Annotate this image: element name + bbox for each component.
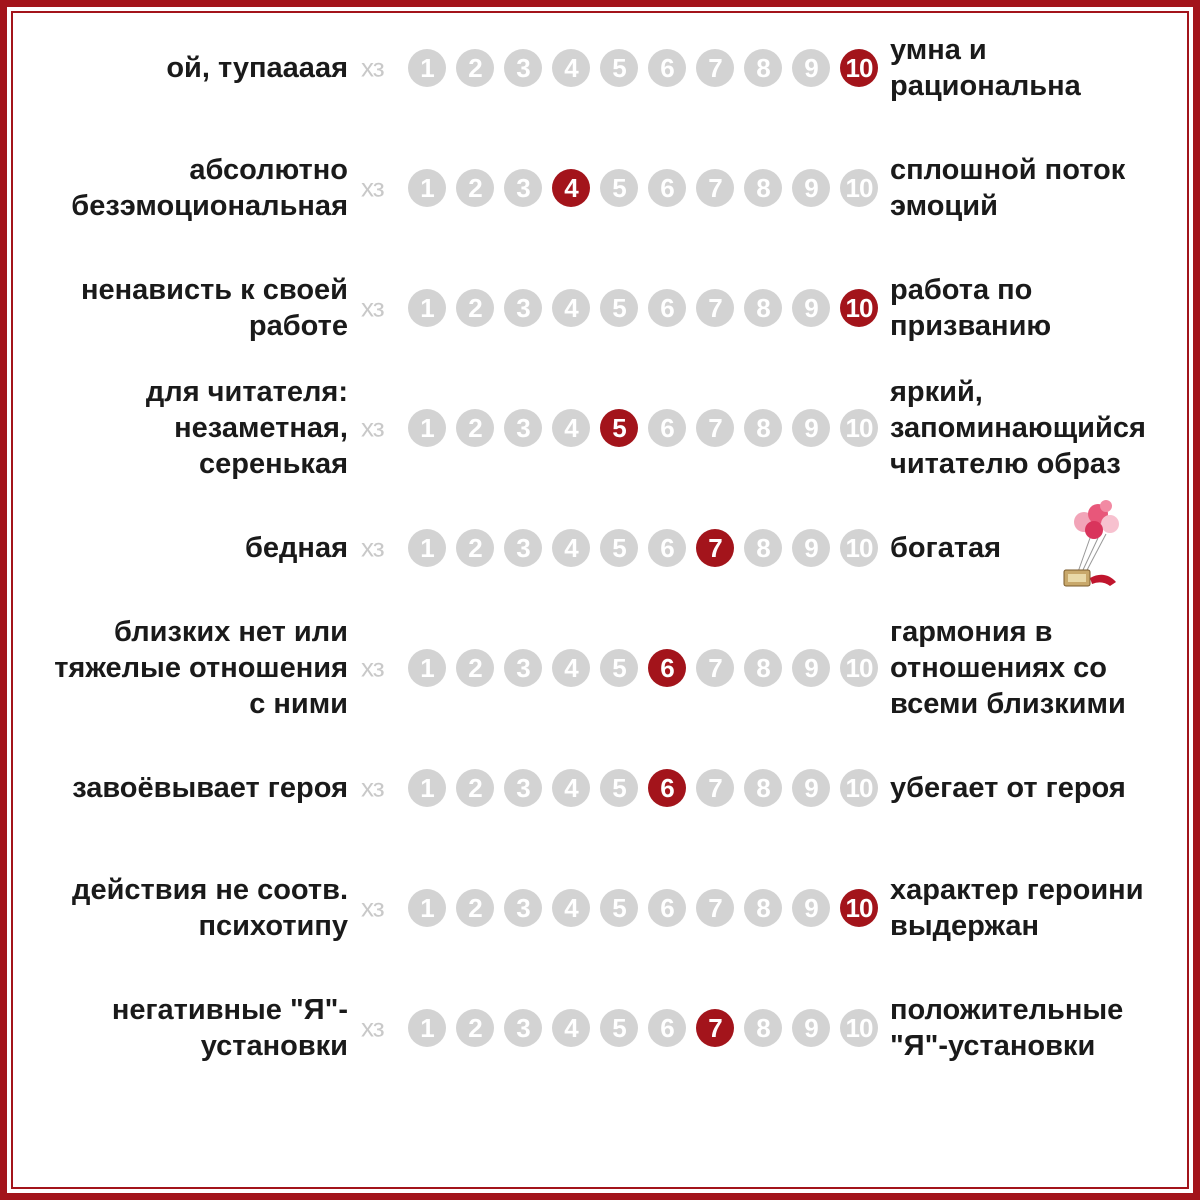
rating-option-8[interactable]: 8 [744,169,782,207]
rating-option-7[interactable]: 7 [696,49,734,87]
rating-option-4[interactable]: 4 [552,889,590,927]
rating-option-1[interactable]: 1 [408,529,446,567]
rating-option-7[interactable]: 7 [696,529,734,567]
rating-option-2[interactable]: 2 [456,769,494,807]
left-label: ой, тупаааая [166,52,348,84]
left-label: близких нет или тяжелые отношения с ними [54,616,348,720]
unknown-option[interactable]: хз [361,172,384,203]
rating-option-8[interactable]: 8 [744,529,782,567]
rating-option-5[interactable]: 5 [600,889,638,927]
rating-option-6[interactable]: 6 [648,529,686,567]
right-label: работа по призванию [890,274,1052,342]
rating-option-6[interactable]: 6 [648,769,686,807]
rating-option-10[interactable]: 10 [840,529,878,567]
rating-option-7[interactable]: 7 [696,169,734,207]
right-label: богатая [890,532,1002,564]
rating-option-4[interactable]: 4 [552,649,590,687]
rating-option-5[interactable]: 5 [600,169,638,207]
rating-option-10[interactable]: 10 [840,889,878,927]
right-label: сплошной поток эмоций [890,154,1126,222]
right-label: гармония в отношениях со всеми близкими [890,616,1126,720]
rating-option-5[interactable]: 5 [600,1009,638,1047]
rating-option-5[interactable]: 5 [600,529,638,567]
rating-option-1[interactable]: 1 [408,649,446,687]
rating-option-10[interactable]: 10 [840,1009,878,1047]
rating-option-6[interactable]: 6 [648,49,686,87]
rating-option-9[interactable]: 9 [792,529,830,567]
rating-option-6[interactable]: 6 [648,289,686,327]
unknown-option[interactable]: хз [361,412,384,443]
rating-option-4[interactable]: 4 [552,529,590,567]
rating-option-9[interactable]: 9 [792,889,830,927]
rating-option-3[interactable]: 3 [504,409,542,447]
rating-option-8[interactable]: 8 [744,889,782,927]
rating-option-10[interactable]: 10 [840,289,878,327]
unknown-option[interactable]: хз [361,52,384,83]
rating-option-3[interactable]: 3 [504,1009,542,1047]
rating-option-1[interactable]: 1 [408,1009,446,1047]
rating-option-1[interactable]: 1 [408,769,446,807]
rating-option-1[interactable]: 1 [408,289,446,327]
rating-option-9[interactable]: 9 [792,1009,830,1047]
unknown-option[interactable]: хз [361,892,384,923]
rating-option-6[interactable]: 6 [648,169,686,207]
right-label: убегает от героя [890,772,1126,804]
rating-option-7[interactable]: 7 [696,409,734,447]
rating-option-10[interactable]: 10 [840,409,878,447]
left-label: негативные "Я"- установки [111,994,348,1062]
rating-option-7[interactable]: 7 [696,289,734,327]
rating-option-6[interactable]: 6 [648,409,686,447]
rating-option-3[interactable]: 3 [504,289,542,327]
unknown-option[interactable]: хз [361,532,384,563]
rating-option-9[interactable]: 9 [792,49,830,87]
balloons-money-icon [1050,500,1130,600]
rating-option-2[interactable]: 2 [456,49,494,87]
rating-option-2[interactable]: 2 [456,289,494,327]
rating-option-8[interactable]: 8 [744,409,782,447]
unknown-option[interactable]: хз [361,1012,384,1043]
left-label: ненависть к своей работе [81,274,348,342]
rating-option-7[interactable]: 7 [696,769,734,807]
rating-option-6[interactable]: 6 [648,1009,686,1047]
left-label: действия не соотв. психотипу [72,874,348,942]
rating-option-9[interactable]: 9 [792,649,830,687]
rating-option-10[interactable]: 10 [840,49,878,87]
rating-option-10[interactable]: 10 [840,649,878,687]
left-label: для читателя: незаметная, серенькая [145,376,348,480]
rating-option-3[interactable]: 3 [504,49,542,87]
rating-option-4[interactable]: 4 [552,49,590,87]
rating-option-8[interactable]: 8 [744,1009,782,1047]
unknown-option[interactable]: хз [361,652,384,683]
rating-option-1[interactable]: 1 [408,49,446,87]
rating-option-10[interactable]: 10 [840,769,878,807]
rating-option-10[interactable]: 10 [840,169,878,207]
rating-option-7[interactable]: 7 [696,1009,734,1047]
rating-option-9[interactable]: 9 [792,409,830,447]
rating-option-1[interactable]: 1 [408,409,446,447]
left-label: абсолютно безэмоциональная [71,154,348,222]
rating-option-2[interactable]: 2 [456,1009,494,1047]
unknown-option[interactable]: хз [361,292,384,323]
rating-option-3[interactable]: 3 [504,649,542,687]
rating-option-3[interactable]: 3 [504,769,542,807]
rating-option-8[interactable]: 8 [744,769,782,807]
rating-option-8[interactable]: 8 [744,649,782,687]
rating-option-2[interactable]: 2 [456,649,494,687]
rating-option-7[interactable]: 7 [696,649,734,687]
rating-option-2[interactable]: 2 [456,889,494,927]
rating-option-3[interactable]: 3 [504,889,542,927]
rating-option-5[interactable]: 5 [600,289,638,327]
left-label: завоёвывает героя [72,772,348,804]
rating-option-5[interactable]: 5 [600,409,638,447]
rating-option-3[interactable]: 3 [504,169,542,207]
rating-option-9[interactable]: 9 [792,169,830,207]
right-label: яркий, запоминающийся читателю образ [890,376,1146,480]
rating-option-5[interactable]: 5 [600,49,638,87]
rating-option-7[interactable]: 7 [696,889,734,927]
rating-option-6[interactable]: 6 [648,649,686,687]
right-label: характер героини выдержан [890,874,1144,942]
rating-option-2[interactable]: 2 [456,529,494,567]
right-label: умна и рациональна [890,34,1081,102]
rating-option-1[interactable]: 1 [408,889,446,927]
rating-option-5[interactable]: 5 [600,769,638,807]
rating-option-4[interactable]: 4 [552,1009,590,1047]
rating-option-9[interactable]: 9 [792,289,830,327]
rating-option-4[interactable]: 4 [552,409,590,447]
unknown-option[interactable]: хз [361,772,384,803]
rating-option-4[interactable]: 4 [552,769,590,807]
rating-option-9[interactable]: 9 [792,769,830,807]
rating-option-4[interactable]: 4 [552,289,590,327]
right-label: положительные "Я"-установки [890,994,1124,1062]
rating-option-4[interactable]: 4 [552,169,590,207]
rating-option-8[interactable]: 8 [744,49,782,87]
rating-option-6[interactable]: 6 [648,889,686,927]
rating-option-8[interactable]: 8 [744,289,782,327]
left-label: бедная [244,532,348,564]
rating-option-5[interactable]: 5 [600,649,638,687]
rating-option-2[interactable]: 2 [456,409,494,447]
rating-option-2[interactable]: 2 [456,169,494,207]
rating-option-1[interactable]: 1 [408,169,446,207]
rating-option-3[interactable]: 3 [504,529,542,567]
